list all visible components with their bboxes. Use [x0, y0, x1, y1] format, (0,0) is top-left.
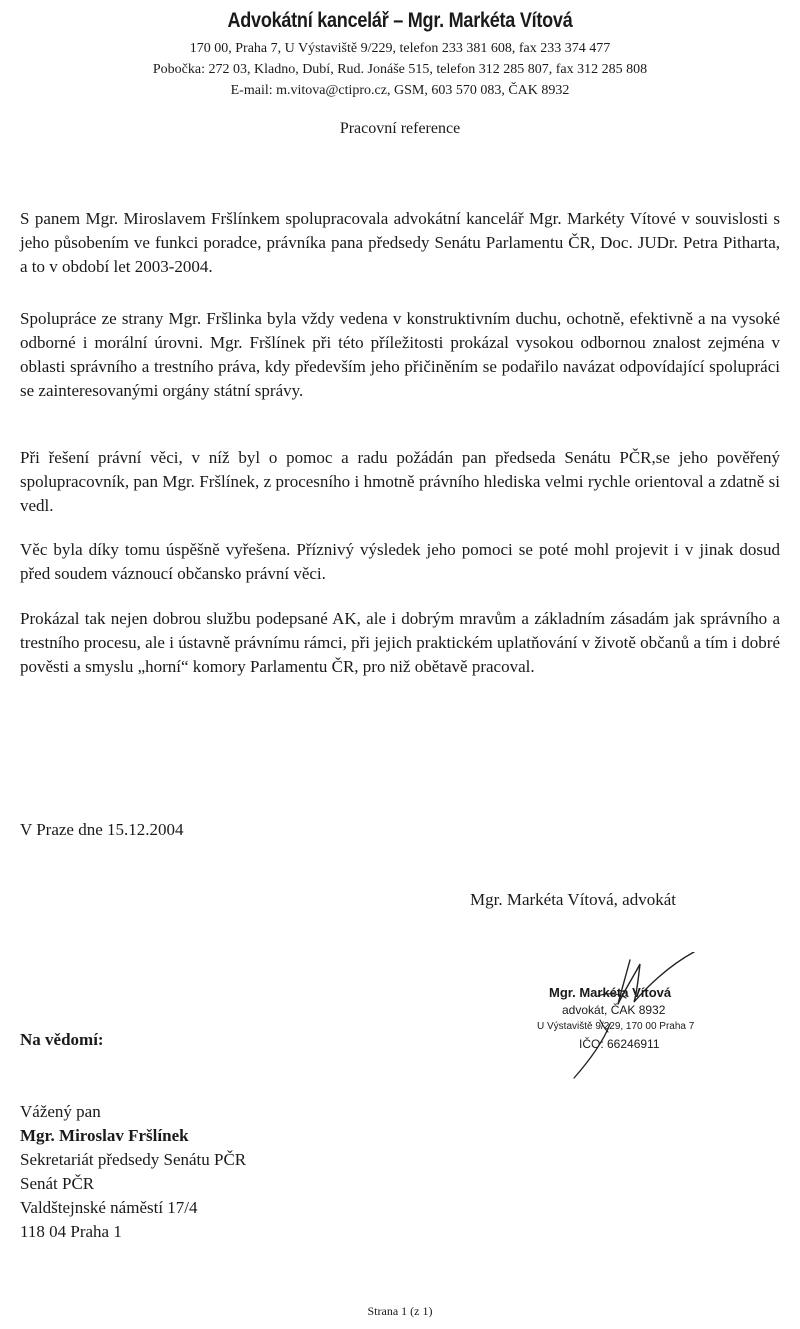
letterhead-title: Advokátní kancelář – Mgr. Markéta Vítová: [227, 9, 573, 32]
document-title: Pracovní reference: [339, 120, 461, 137]
recipient-salutation: Vážený pan: [20, 1102, 101, 1121]
cc-label: Na vědomí:: [20, 1030, 104, 1049]
paragraph-4: [20, 538, 780, 586]
paragraph-text: Při řešení právní věci, v níž byl o pomoc a radu požádán pan předseda Senátu PČR,se jeho pověřený spolupracovník, pan Mgr. Fršlínek, z procesního i hmotně právního hlediska velmi rychle orientoval a zdatně si vedl.: [20, 448, 780, 515]
paragraph-3: [20, 446, 780, 518]
paragraph-5: [20, 607, 780, 679]
paragraph-text: S panem Mgr. Miroslavem Fršlínkem spolupracovala advokátní kancelář Mgr. Markéty Vítové v souvislosti s jeho působením ve funkci poradce, právníka pana předsedy Senátu Parlamentu ČR, Doc. JUDr. Petra Pitharta, a to v období let 2003-2004.: [20, 209, 780, 276]
letterhead-address: 170 00, Praha 7, U Výstaviště 9/229, telefon 233 381 608, fax 233 374 477: [189, 41, 611, 56]
page-footer: Strana 1 (z 1): [367, 1304, 433, 1318]
recipient-name: Mgr. Miroslav Fršlínek: [20, 1126, 189, 1145]
recipient-line-4: 118 04 Praha 1: [20, 1222, 122, 1241]
recipient-line-2: Senát PČR: [20, 1174, 95, 1193]
paragraph-text: Prokázal tak nejen dobrou službu podepsané AK, ale i dobrým mravům a základním zásadám jak správního a trestního procesu, ale i ústavně právnímu rámci, při jejich praktickém uplatňování v životě občanů a tím i dobré pověsti a smyslu „horní“ komory Parlamentu ČR, pro niž obětavě pracoval.: [20, 609, 780, 676]
paragraph-1: [20, 207, 780, 279]
stamp-name: Mgr. Markéta Vítová: [549, 985, 672, 1000]
signatory-name: Mgr. Markéta Vítová, advokát: [470, 890, 677, 909]
recipient-line-3: Valdštejnské náměstí 17/4: [20, 1198, 198, 1217]
stamp-line-2: U Výstaviště 9/229, 170 00 Praha 7: [537, 1021, 695, 1032]
paragraph-text: Spolupráce ze strany Mgr. Fršlinka byla vždy vedena v konstruktivním duchu, ochotně, efektivně a na vysoké odborné i morální úrovni. Mgr. Fršlínek při této příležitosti prokázal vysokou odbornou znalost zejména v oblasti správního a trestního práva, kdy především jeho přičiněním se podařilo navázat odpovídající spolupráci se zainteresovanými orgány státní správy.: [20, 309, 780, 400]
letterhead-contact: E-mail: m.vitova@ctipro.cz, GSM, 603 570 083, ČAK 8932: [230, 83, 570, 98]
recipient-address: [20, 1100, 246, 1244]
recipient-line-1: Sekretariát předsedy Senátu PČR: [20, 1150, 247, 1169]
letterhead-branch: Pobočka: 272 03, Kladno, Dubí, Rud. Jonáše 515, telefon 312 285 807, fax 312 285 808: [152, 62, 648, 77]
paragraph-text: Věc byla díky tomu úspěšně vyřešena. Příznivý výsledek jeho pomoci se poté mohl projevit i v jinak dosud před soudem váznoucí občansko právní věci.: [20, 540, 780, 583]
letterhead: [0, 4, 800, 101]
stamp-line-1: advokát, ČAK 8932: [562, 1003, 666, 1017]
date-line: V Praze dne 15.12.2004: [20, 820, 184, 839]
paragraph-2: [20, 307, 780, 403]
stamp-line-3: IČO: 66246911: [579, 1037, 660, 1051]
handwritten-signature: [560, 952, 700, 1082]
